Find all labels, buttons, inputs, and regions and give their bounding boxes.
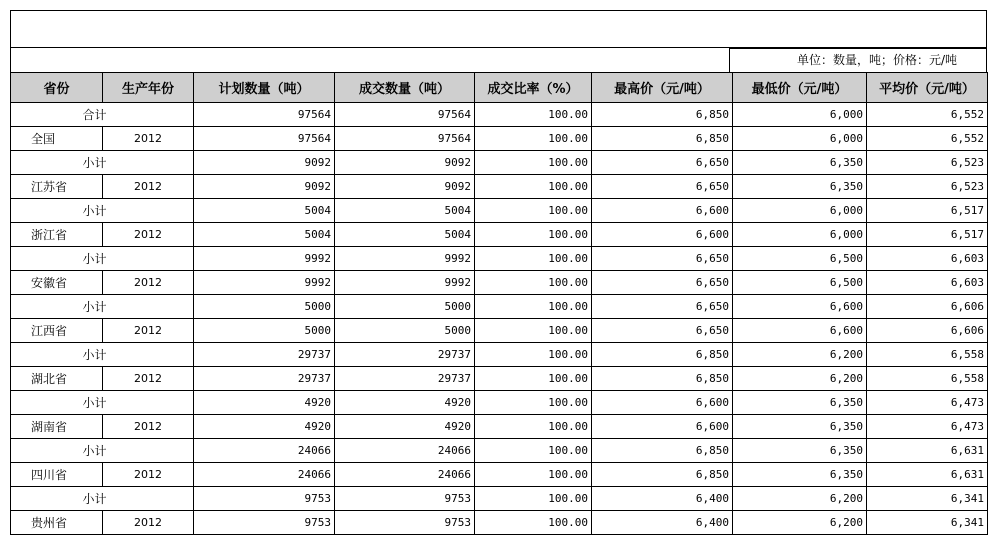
plan-qty-cell: 9992	[194, 247, 335, 271]
avg-price-cell: 6,631	[867, 439, 988, 463]
avg-price-cell: 6,473	[867, 391, 988, 415]
report-sheet	[10, 10, 987, 535]
high-price-cell: 6,650	[592, 295, 733, 319]
subtotal-row	[11, 199, 988, 223]
subtotal-row	[11, 247, 988, 271]
subtotal-row	[11, 391, 988, 415]
table-row	[11, 511, 988, 535]
deal-ratio-cell: 100.00	[475, 103, 592, 127]
unit-row	[10, 48, 987, 72]
plan-qty-cell: 5004	[194, 199, 335, 223]
deal-qty-cell: 9753	[335, 487, 475, 511]
subtotal-row	[11, 487, 988, 511]
deal-ratio-cell: 100.00	[475, 127, 592, 151]
avg-price-cell: 6,552	[867, 127, 988, 151]
unit-note: 单位：数量，吨；价格：元/吨	[729, 48, 987, 72]
high-price-cell: 6,600	[592, 223, 733, 247]
subtotal-row	[11, 343, 988, 367]
header-deal-qty: 成交数量（吨）	[335, 73, 475, 103]
low-price-cell: 6,200	[733, 367, 867, 391]
province-cell: 江苏省	[11, 175, 103, 199]
subtotal-row	[11, 295, 988, 319]
deal-ratio-cell: 100.00	[475, 511, 592, 535]
province-cell: 四川省	[11, 463, 103, 487]
table-row	[11, 127, 988, 151]
plan-qty-cell: 5000	[194, 319, 335, 343]
deal-qty-cell: 9992	[335, 247, 475, 271]
avg-price-cell: 6,473	[867, 415, 988, 439]
auction-results-table	[10, 72, 988, 535]
deal-ratio-cell: 100.00	[475, 343, 592, 367]
province-cell: 安徽省	[11, 271, 103, 295]
subtotal-label: 小计	[83, 343, 174, 367]
table-row	[11, 175, 988, 199]
plan-qty-cell: 5004	[194, 223, 335, 247]
table-row	[11, 319, 988, 343]
year-cell: 2012	[103, 463, 194, 487]
header-avg-price: 平均价（元/吨）	[867, 73, 988, 103]
report-title	[10, 10, 987, 48]
deal-qty-cell: 9092	[335, 151, 475, 175]
deal-ratio-cell: 100.00	[475, 151, 592, 175]
deal-ratio-cell: 100.00	[475, 199, 592, 223]
high-price-cell: 6,850	[592, 439, 733, 463]
high-price-cell: 6,400	[592, 511, 733, 535]
header-plan-qty: 计划数量（吨）	[194, 73, 335, 103]
province-cell: 江西省	[11, 319, 103, 343]
low-price-cell: 6,600	[733, 295, 867, 319]
table-row	[11, 415, 988, 439]
deal-ratio-cell: 100.00	[475, 463, 592, 487]
table-row	[11, 223, 988, 247]
province-cell: 贵州省	[11, 511, 103, 535]
low-price-cell: 6,500	[733, 271, 867, 295]
avg-price-cell: 6,523	[867, 175, 988, 199]
low-price-cell: 6,350	[733, 439, 867, 463]
deal-ratio-cell: 100.00	[475, 319, 592, 343]
year-cell: 2012	[103, 319, 194, 343]
high-price-cell: 6,850	[592, 367, 733, 391]
deal-ratio-cell: 100.00	[475, 487, 592, 511]
plan-qty-cell: 24066	[194, 439, 335, 463]
deal-qty-cell: 5000	[335, 295, 475, 319]
high-price-cell: 6,650	[592, 271, 733, 295]
year-cell: 2012	[103, 223, 194, 247]
high-price-cell: 6,850	[592, 127, 733, 151]
deal-ratio-cell: 100.00	[475, 247, 592, 271]
subtotal-label: 小计	[83, 247, 174, 271]
header-low-price: 最低价（元/吨）	[733, 73, 867, 103]
high-price-cell: 6,850	[592, 103, 733, 127]
avg-price-cell: 6,552	[867, 103, 988, 127]
plan-qty-cell: 29737	[194, 367, 335, 391]
subtotal-label: 小计	[83, 295, 174, 319]
plan-qty-cell: 29737	[194, 343, 335, 367]
high-price-cell: 6,850	[592, 463, 733, 487]
plan-qty-cell: 97564	[194, 127, 335, 151]
header-high-price: 最高价（元/吨）	[592, 73, 733, 103]
year-cell: 2012	[103, 511, 194, 535]
province-cell: 湖南省	[11, 415, 103, 439]
plan-qty-cell: 4920	[194, 391, 335, 415]
table-body	[11, 103, 988, 535]
deal-qty-cell: 24066	[335, 463, 475, 487]
avg-price-cell: 6,341	[867, 511, 988, 535]
subtotal-label: 小计	[83, 487, 174, 511]
low-price-cell: 6,000	[733, 199, 867, 223]
avg-price-cell: 6,606	[867, 295, 988, 319]
deal-qty-cell: 4920	[335, 391, 475, 415]
plan-qty-cell: 9992	[194, 271, 335, 295]
province-cell: 浙江省	[11, 223, 103, 247]
plan-qty-cell: 9753	[194, 511, 335, 535]
plan-qty-cell: 9092	[194, 175, 335, 199]
avg-price-cell: 6,517	[867, 199, 988, 223]
low-price-cell: 6,600	[733, 319, 867, 343]
low-price-cell: 6,350	[733, 463, 867, 487]
subtotal-label: 小计	[83, 151, 174, 175]
low-price-cell: 6,350	[733, 415, 867, 439]
deal-ratio-cell: 100.00	[475, 439, 592, 463]
deal-qty-cell: 29737	[335, 367, 475, 391]
avg-price-cell: 6,606	[867, 319, 988, 343]
plan-qty-cell: 4920	[194, 415, 335, 439]
deal-qty-cell: 4920	[335, 415, 475, 439]
subtotal-row	[11, 151, 988, 175]
deal-ratio-cell: 100.00	[475, 295, 592, 319]
high-price-cell: 6,650	[592, 319, 733, 343]
deal-ratio-cell: 100.00	[475, 391, 592, 415]
avg-price-cell: 6,523	[867, 151, 988, 175]
header-row	[11, 73, 988, 103]
avg-price-cell: 6,603	[867, 271, 988, 295]
deal-ratio-cell: 100.00	[475, 367, 592, 391]
avg-price-cell: 6,341	[867, 487, 988, 511]
low-price-cell: 6,200	[733, 487, 867, 511]
deal-ratio-cell: 100.00	[475, 223, 592, 247]
high-price-cell: 6,600	[592, 415, 733, 439]
deal-qty-cell: 9992	[335, 271, 475, 295]
plan-qty-cell: 5000	[194, 295, 335, 319]
table-row	[11, 367, 988, 391]
table-row	[11, 271, 988, 295]
plan-qty-cell: 9092	[194, 151, 335, 175]
low-price-cell: 6,350	[733, 391, 867, 415]
year-cell: 2012	[103, 175, 194, 199]
deal-qty-cell: 5004	[335, 199, 475, 223]
low-price-cell: 6,000	[733, 127, 867, 151]
high-price-cell: 6,650	[592, 151, 733, 175]
table-row	[11, 463, 988, 487]
high-price-cell: 6,600	[592, 391, 733, 415]
deal-qty-cell: 29737	[335, 343, 475, 367]
avg-price-cell: 6,558	[867, 343, 988, 367]
high-price-cell: 6,400	[592, 487, 733, 511]
deal-qty-cell: 5004	[335, 223, 475, 247]
high-price-cell: 6,600	[592, 199, 733, 223]
deal-qty-cell: 5000	[335, 319, 475, 343]
subtotal-label: 小计	[83, 391, 174, 415]
province-cell: 湖北省	[11, 367, 103, 391]
subtotal-label: 合计	[83, 103, 174, 127]
deal-ratio-cell: 100.00	[475, 271, 592, 295]
subtotal-label: 小计	[83, 439, 174, 463]
avg-price-cell: 6,631	[867, 463, 988, 487]
low-price-cell: 6,200	[733, 511, 867, 535]
year-cell: 2012	[103, 367, 194, 391]
province-cell: 全国	[11, 127, 103, 151]
avg-price-cell: 6,603	[867, 247, 988, 271]
plan-qty-cell: 97564	[194, 103, 335, 127]
subtotal-row	[11, 103, 988, 127]
low-price-cell: 6,000	[733, 103, 867, 127]
high-price-cell: 6,850	[592, 343, 733, 367]
low-price-cell: 6,350	[733, 175, 867, 199]
avg-price-cell: 6,517	[867, 223, 988, 247]
year-cell: 2012	[103, 127, 194, 151]
low-price-cell: 6,350	[733, 151, 867, 175]
year-cell: 2012	[103, 271, 194, 295]
header-deal-ratio: 成交比率（%）	[475, 73, 592, 103]
low-price-cell: 6,200	[733, 343, 867, 367]
subtotal-label: 小计	[83, 199, 174, 223]
plan-qty-cell: 9753	[194, 487, 335, 511]
deal-qty-cell: 24066	[335, 439, 475, 463]
deal-qty-cell: 97564	[335, 103, 475, 127]
avg-price-cell: 6,558	[867, 367, 988, 391]
deal-ratio-cell: 100.00	[475, 415, 592, 439]
header-year: 生产年份	[103, 73, 194, 103]
subtotal-row	[11, 439, 988, 463]
high-price-cell: 6,650	[592, 247, 733, 271]
high-price-cell: 6,650	[592, 175, 733, 199]
low-price-cell: 6,500	[733, 247, 867, 271]
deal-qty-cell: 9753	[335, 511, 475, 535]
year-cell: 2012	[103, 415, 194, 439]
low-price-cell: 6,000	[733, 223, 867, 247]
deal-qty-cell: 9092	[335, 175, 475, 199]
deal-ratio-cell: 100.00	[475, 175, 592, 199]
header-province: 省份	[11, 73, 103, 103]
deal-qty-cell: 97564	[335, 127, 475, 151]
plan-qty-cell: 24066	[194, 463, 335, 487]
